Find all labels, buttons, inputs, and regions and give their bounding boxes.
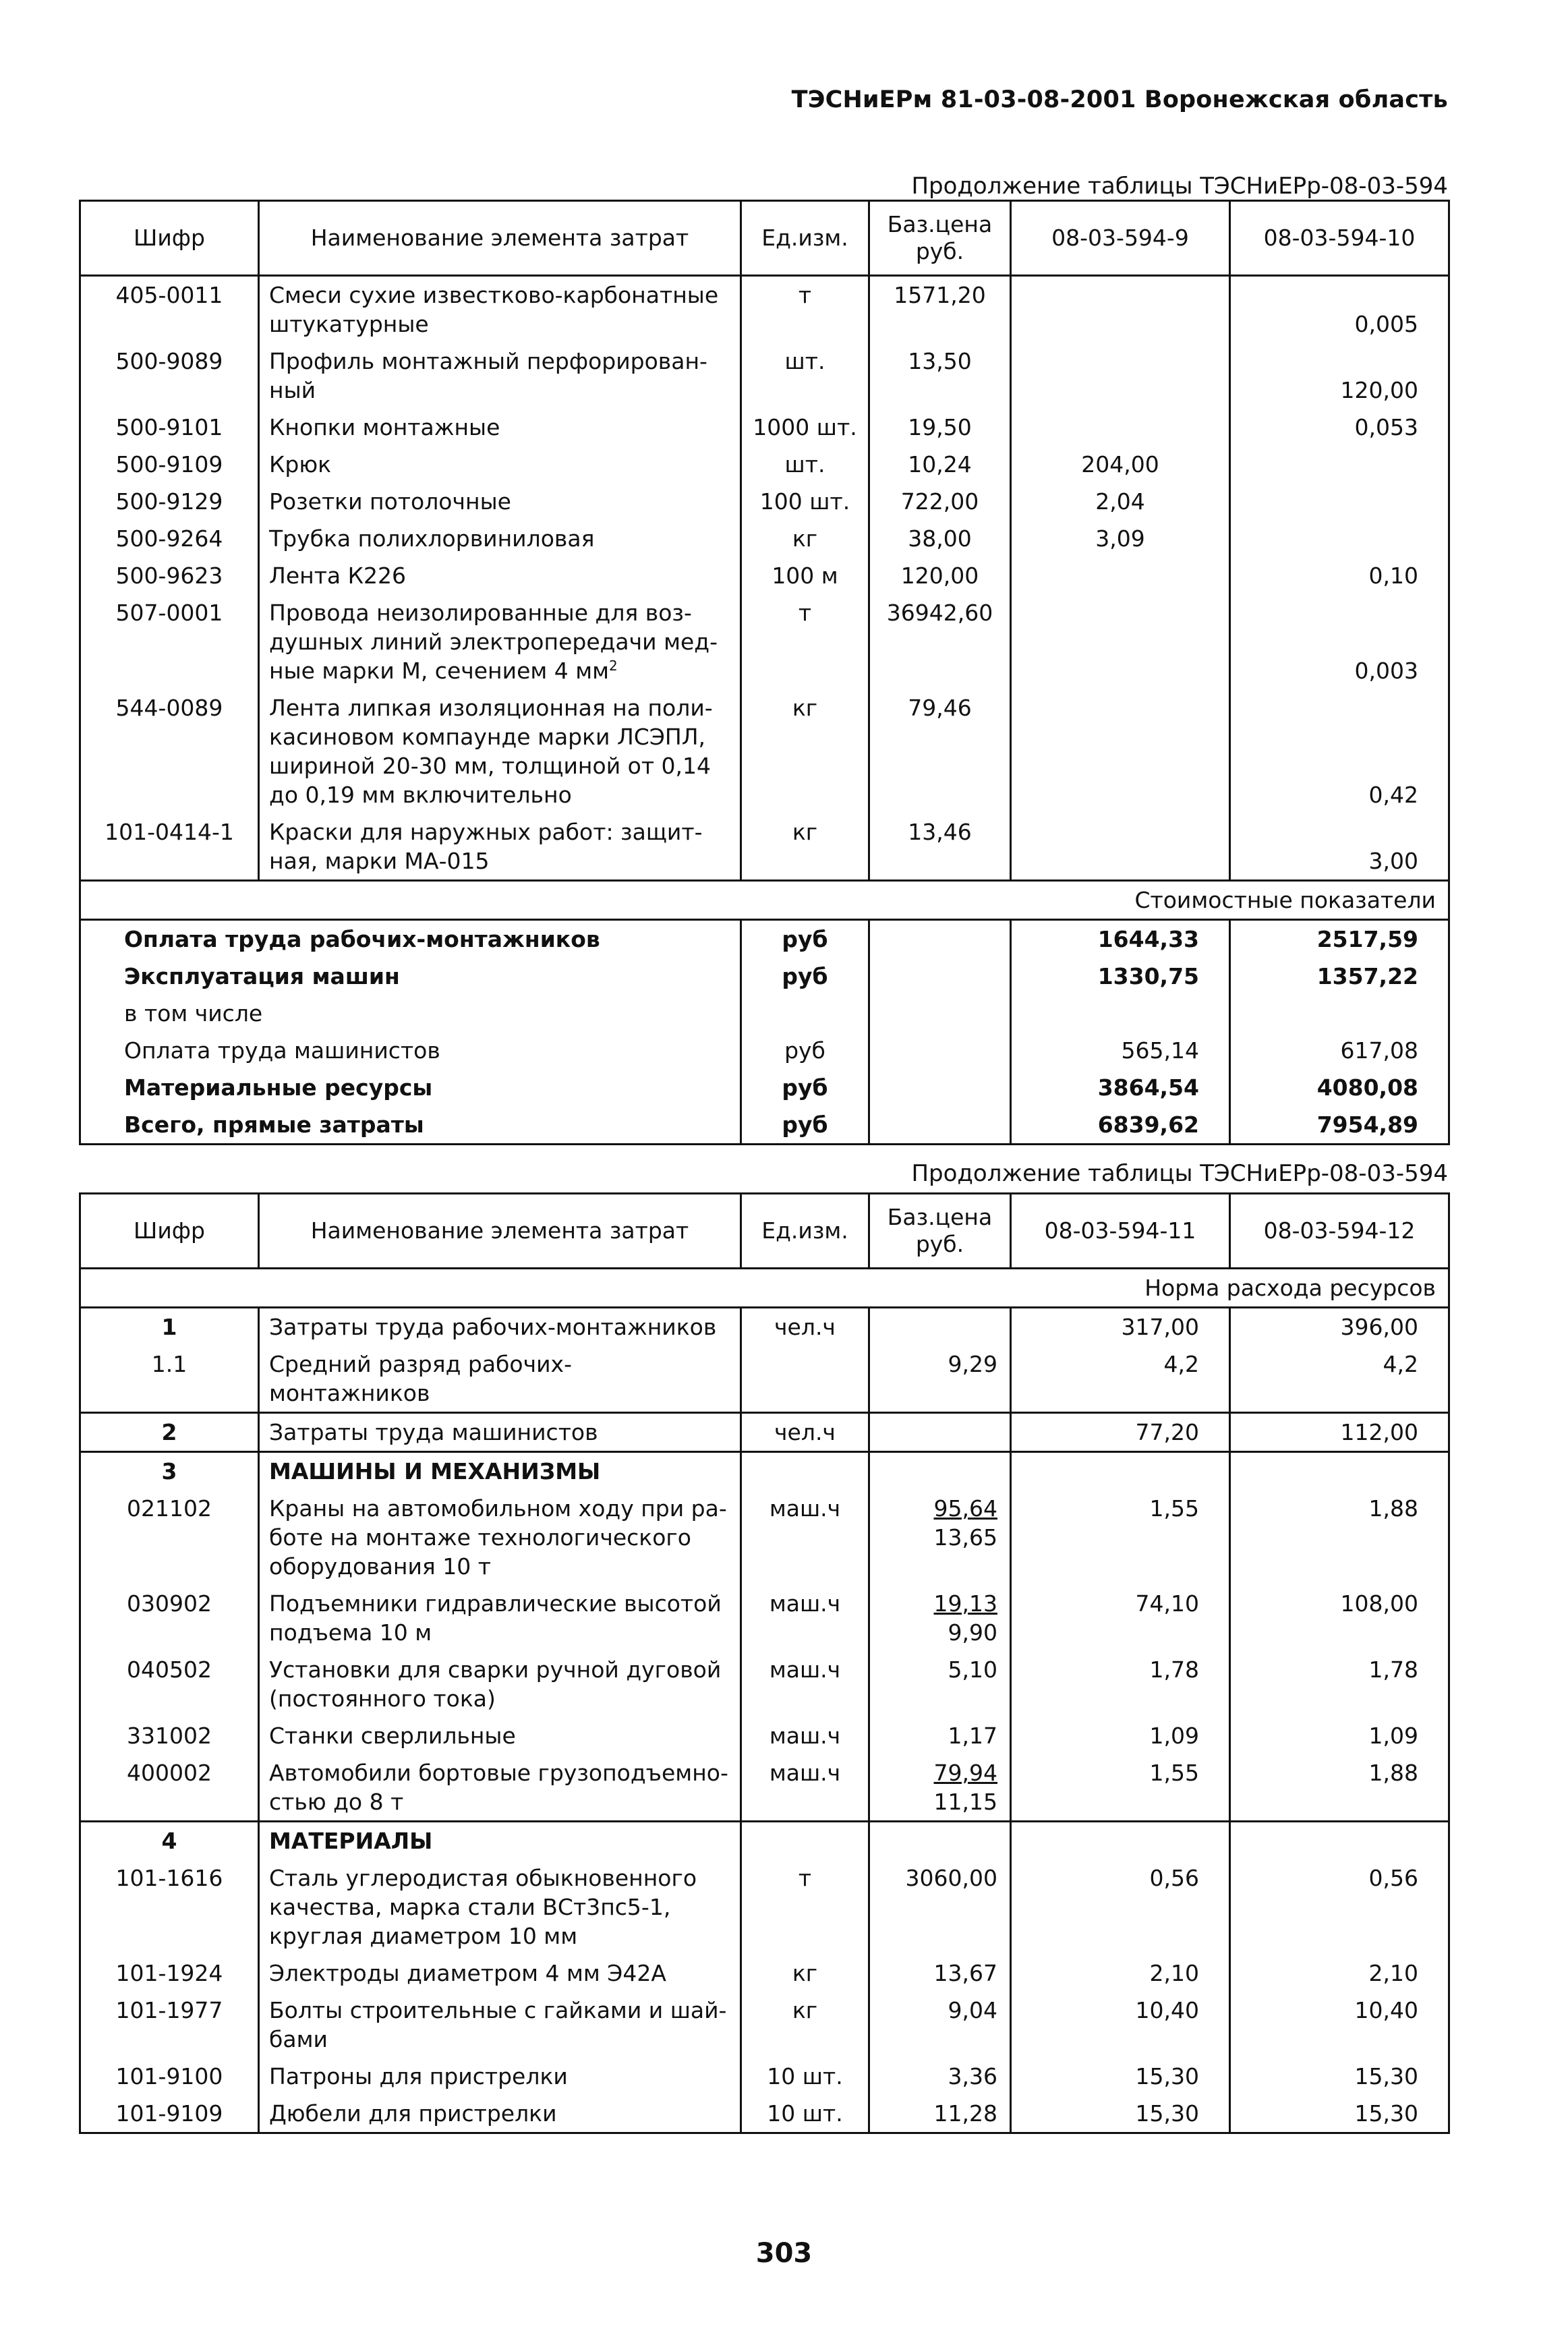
col-name-header: Наименование элемента затрат <box>259 1194 741 1269</box>
base-price-value: 3,36 <box>948 2063 997 2089</box>
resource-code: 331002 <box>80 1717 259 1754</box>
cost-row <box>80 995 1449 1032</box>
table-row <box>80 1413 1449 1452</box>
resource-name-text: Трубка полихлорвиниловая <box>269 525 595 552</box>
base-price <box>869 1651 1011 1717</box>
col-unit-header: Ед.изм. <box>741 201 869 276</box>
value-col-2: 1,88 <box>1368 1495 1418 1522</box>
value-col-2: 0,005 <box>1354 311 1418 337</box>
resource-name-text: Смеси сухие известково-карбонатные штукатурные <box>269 282 719 337</box>
table-row <box>80 1452 1449 1491</box>
base-price <box>869 2058 1011 2095</box>
cost-label: Оплата труда машинистов <box>80 1032 741 1069</box>
page-number: 303 <box>755 2238 813 2269</box>
resource-code: 101-1977 <box>80 1992 259 2058</box>
col-code-header: Шифр <box>80 1194 259 1269</box>
resource-code: 101-1616 <box>80 1859 259 1955</box>
resource-name: Средний разряд рабочих-монтажников <box>259 1346 741 1413</box>
table-row <box>80 409 1449 446</box>
value-col-1: 3,09 <box>1011 520 1230 557</box>
resource-name <box>259 343 741 409</box>
base-price-value: 19,13 <box>933 1590 997 1617</box>
col-price-header: Баз.цена руб. <box>869 1194 1011 1269</box>
table-row <box>80 1651 1449 1717</box>
value-col-2 <box>1230 446 1449 483</box>
base-price-value: 11,28 <box>933 2100 997 2127</box>
value-col-2: 15,30 <box>1354 2100 1418 2127</box>
resource-code: 3 <box>80 1452 259 1491</box>
value-col-1: 1,78 <box>1011 1651 1230 1717</box>
table-row <box>80 483 1449 520</box>
resource-unit: чел.ч <box>741 1413 869 1452</box>
col-v2-header: 08-03-594-12 <box>1230 1194 1449 1269</box>
cost-row <box>80 1106 1449 1145</box>
table-row <box>80 276 1449 343</box>
table-row <box>80 1585 1449 1651</box>
base-price <box>869 1717 1011 1754</box>
base-price <box>869 1585 1011 1651</box>
table-row <box>80 520 1449 557</box>
cost-value-2 <box>1230 995 1449 1032</box>
norma-caption-row <box>80 1269 1449 1308</box>
base-price <box>869 1346 1011 1413</box>
table-row <box>80 2095 1449 2133</box>
table-row <box>80 813 1449 881</box>
base-price-wage-value: 9,90 <box>948 1619 997 1646</box>
table1-caption: Продолжение таблицы ТЭСНиЕРр-08-03-594 <box>911 173 1448 200</box>
resource-unit <box>741 1822 869 1860</box>
resource-name <box>259 446 741 483</box>
table-row <box>80 1346 1449 1413</box>
value-col-1: 74,10 <box>1011 1585 1230 1651</box>
resource-name: Подъемники гидравлические высотой подъема 10 м <box>259 1585 741 1651</box>
cost-row <box>80 958 1449 995</box>
value-col-2: 2,10 <box>1368 1960 1418 1986</box>
base-price <box>869 1452 1011 1491</box>
cost-unit: руб <box>741 1032 869 1069</box>
resource-unit: т <box>741 594 869 689</box>
value-col-1: 317,00 <box>1011 1308 1230 1346</box>
value-col-2: 15,30 <box>1354 2063 1418 2089</box>
value-col-1: 4,2 <box>1011 1346 1230 1413</box>
cost-value-2: 617,08 <box>1340 1037 1418 1064</box>
value-col-2: 0,42 <box>1368 782 1418 808</box>
value-col-1: 2,10 <box>1011 1955 1230 1992</box>
resource-table-2 <box>79 1192 1450 2134</box>
base-price-wage-value: 13,65 <box>933 1524 997 1551</box>
resource-unit: маш.ч <box>741 1754 869 1822</box>
table-row <box>80 1822 1449 1860</box>
value-col-1: 77,20 <box>1011 1413 1230 1452</box>
resource-name <box>259 409 741 446</box>
value-col-1 <box>1011 1452 1230 1491</box>
cost-value-1 <box>1011 995 1230 1032</box>
document-header: ТЭСНиЕРм 81-03-08-2001 Воронежская область <box>791 86 1448 113</box>
resource-code: 507-0001 <box>80 594 259 689</box>
cost-price <box>869 995 1011 1032</box>
base-price: 38,00 <box>869 520 1011 557</box>
base-price-value: 95,64 <box>933 1495 997 1522</box>
cost-label: Материальные ресурсы <box>80 1069 741 1106</box>
base-price: 79,46 <box>869 689 1011 813</box>
table2-header-row <box>80 1194 1449 1269</box>
cost-value-2: 1357,22 <box>1316 963 1418 989</box>
cost-unit: руб <box>741 1106 869 1145</box>
value-col-1 <box>1011 276 1230 343</box>
cost-value-1: 3864,54 <box>1011 1069 1230 1106</box>
resource-name: Электроды диаметром 4 мм Э42А <box>259 1955 741 1992</box>
cost-value-2: 2517,59 <box>1316 926 1418 952</box>
resource-name-text: Кнопки монтажные <box>269 414 500 440</box>
base-price <box>869 1308 1011 1346</box>
resource-name: Автомобили бортовые грузоподъемно-стью до 8 т <box>259 1754 741 1822</box>
cost-value-1: 565,14 <box>1011 1032 1230 1069</box>
base-price-value: 1,17 <box>948 1723 997 1749</box>
resource-code: 500-9109 <box>80 446 259 483</box>
resource-unit: кг <box>741 520 869 557</box>
value-col-2: 1,88 <box>1368 1760 1418 1786</box>
value-col-2: 120,00 <box>1340 377 1418 403</box>
base-price: 722,00 <box>869 483 1011 520</box>
cost-caption: Стоимостные показатели <box>80 881 1449 920</box>
value-col-1: 204,00 <box>1011 446 1230 483</box>
resource-unit: чел.ч <box>741 1308 869 1346</box>
value-col-2: 0,56 <box>1368 1865 1418 1891</box>
cost-label: Всего, прямые затраты <box>80 1106 741 1145</box>
value-col-1 <box>1011 594 1230 689</box>
base-price <box>869 1490 1011 1585</box>
resource-name: Затраты труда машинистов <box>259 1413 741 1452</box>
resource-name: Затраты труда рабочих-монтажников <box>259 1308 741 1346</box>
value-col-1: 2,04 <box>1011 483 1230 520</box>
value-col-1: 15,30 <box>1011 2095 1230 2133</box>
value-col-2 <box>1230 483 1449 520</box>
col-unit-header: Ед.изм. <box>741 1194 869 1269</box>
base-price <box>869 1413 1011 1452</box>
resource-name <box>259 557 741 594</box>
resource-code: 544-0089 <box>80 689 259 813</box>
resource-code: 4 <box>80 1822 259 1860</box>
cost-caption-row <box>80 881 1449 920</box>
cost-price <box>869 1106 1011 1145</box>
table-row <box>80 343 1449 409</box>
table-row <box>80 446 1449 483</box>
value-col-2: 108,00 <box>1340 1590 1418 1617</box>
base-price-value: 79,94 <box>933 1760 997 1786</box>
cost-unit <box>741 995 869 1032</box>
table2-caption: Продолжение таблицы ТЭСНиЕРр-08-03-594 <box>911 1160 1448 1187</box>
value-col-2: 1,78 <box>1368 1656 1418 1683</box>
base-price-value: 13,67 <box>933 1960 997 1986</box>
value-col-1: 1,09 <box>1011 1717 1230 1754</box>
cost-value-2: 7954,89 <box>1316 1112 1418 1138</box>
resource-name: Краны на автомобильном ходу при ра-боте на монтаже технологического оборудования 10 т <box>259 1490 741 1585</box>
resource-unit: 10 шт. <box>741 2058 869 2095</box>
resource-name: Сталь углеродистая обыкновенного качества, марка стали ВСт3пс5-1, круглая диаметром 10 мм <box>259 1859 741 1955</box>
base-price <box>869 1754 1011 1822</box>
resource-unit: шт. <box>741 446 869 483</box>
resource-name-text: Краски для наружных работ: защит-ная, марки МА-015 <box>269 819 703 874</box>
col-name-header: Наименование элемента затрат <box>259 201 741 276</box>
resource-code: 101-0414-1 <box>80 813 259 881</box>
resource-unit: 1000 шт. <box>741 409 869 446</box>
value-col-1 <box>1011 557 1230 594</box>
resource-unit: 100 шт. <box>741 483 869 520</box>
resource-code: 1.1 <box>80 1346 259 1413</box>
resource-name <box>259 276 741 343</box>
cost-row <box>80 1069 1449 1106</box>
resource-unit: кг <box>741 1955 869 1992</box>
col-v1-header: 08-03-594-9 <box>1011 201 1230 276</box>
resource-name-text: Крюк <box>269 451 332 478</box>
resource-name: Установки для сварки ручной дуговой (постоянного тока) <box>259 1651 741 1717</box>
cost-unit: руб <box>741 958 869 995</box>
resource-unit: маш.ч <box>741 1490 869 1585</box>
base-price: 120,00 <box>869 557 1011 594</box>
table-row <box>80 2058 1449 2095</box>
cost-value-1: 1644,33 <box>1011 920 1230 958</box>
resource-unit <box>741 1452 869 1491</box>
resource-code: 500-9101 <box>80 409 259 446</box>
cost-price <box>869 1069 1011 1106</box>
resource-name-text: Профиль монтажный перфорирован-ный <box>269 348 707 403</box>
value-col-2: 396,00 <box>1340 1314 1418 1340</box>
table-row <box>80 1992 1449 2058</box>
resource-name-text: Лента К226 <box>269 562 407 589</box>
resource-code: 1 <box>80 1308 259 1346</box>
resource-name: Дюбели для пристрелки <box>259 2095 741 2133</box>
resource-name <box>259 813 741 881</box>
base-price <box>869 1992 1011 2058</box>
value-col-2 <box>1230 1822 1449 1860</box>
value-col-2 <box>1230 1452 1449 1491</box>
resource-code: 500-9129 <box>80 483 259 520</box>
base-price: 1571,20 <box>869 276 1011 343</box>
resource-unit: т <box>741 1859 869 1955</box>
value-col-2: 1,09 <box>1368 1723 1418 1749</box>
base-price <box>869 2095 1011 2133</box>
value-col-2: 10,40 <box>1354 1997 1418 2023</box>
table-row <box>80 1955 1449 1992</box>
col-code-header: Шифр <box>80 201 259 276</box>
resource-code: 101-9109 <box>80 2095 259 2133</box>
base-price: 10,24 <box>869 446 1011 483</box>
resource-unit: кг <box>741 1992 869 2058</box>
base-price <box>869 1859 1011 1955</box>
resource-code: 500-9264 <box>80 520 259 557</box>
value-col-1: 0,56 <box>1011 1859 1230 1955</box>
cost-value-1: 6839,62 <box>1011 1106 1230 1145</box>
base-price-wage-value: 11,15 <box>933 1789 997 1815</box>
base-price <box>869 1822 1011 1860</box>
base-price: 13,46 <box>869 813 1011 881</box>
base-price: 19,50 <box>869 409 1011 446</box>
cost-row <box>80 920 1449 958</box>
col-price-header: Баз.цена руб. <box>869 201 1011 276</box>
resource-code: 400002 <box>80 1754 259 1822</box>
base-price-value: 9,04 <box>948 1997 997 2023</box>
cost-value-2: 4080,08 <box>1316 1074 1418 1101</box>
resource-unit: маш.ч <box>741 1651 869 1717</box>
resource-name <box>259 520 741 557</box>
resource-code: 030902 <box>80 1585 259 1651</box>
resource-unit: 100 м <box>741 557 869 594</box>
cost-price <box>869 920 1011 958</box>
resource-code: 101-9100 <box>80 2058 259 2095</box>
resource-name-text: Провода неизолированные для воз-душных линий электропередачи мед-ные марки М, сечением 4 мм <box>269 600 718 684</box>
cost-unit: руб <box>741 1069 869 1106</box>
base-price <box>869 1955 1011 1992</box>
table-row <box>80 1308 1449 1346</box>
cost-unit: руб <box>741 920 869 958</box>
value-col-1: 10,40 <box>1011 1992 1230 2058</box>
cost-label: в том числе <box>80 995 741 1032</box>
table1-header-row <box>80 201 1449 276</box>
base-price-value: 9,29 <box>948 1351 997 1377</box>
value-col-2: 0,10 <box>1368 562 1418 589</box>
table-row <box>80 594 1449 689</box>
resource-unit: шт. <box>741 343 869 409</box>
resource-name <box>259 594 741 689</box>
resource-name-text: Лента липкая изоляционная на поли-касиновом компаунде марки ЛСЭПЛ, шириной 20-30 мм, толщиной от 0,14 до 0,19 мм включительно <box>269 695 713 808</box>
table-row <box>80 1859 1449 1955</box>
value-col-1 <box>1011 409 1230 446</box>
resource-name: Патроны для пристрелки <box>259 2058 741 2095</box>
base-price: 36942,60 <box>869 594 1011 689</box>
resource-unit: маш.ч <box>741 1717 869 1754</box>
table-row <box>80 1490 1449 1585</box>
resource-code: 021102 <box>80 1490 259 1585</box>
table-row <box>80 689 1449 813</box>
resource-table-1 <box>79 200 1450 1145</box>
table-row <box>80 557 1449 594</box>
resource-name: Болты строительные с гайками и шай-бами <box>259 1992 741 2058</box>
base-price-value: 3060,00 <box>905 1865 997 1891</box>
resource-name: Станки сверлильные <box>259 1717 741 1754</box>
resource-unit: маш.ч <box>741 1585 869 1651</box>
value-col-1 <box>1011 689 1230 813</box>
value-col-2: 0,003 <box>1354 658 1418 684</box>
value-col-2 <box>1230 520 1449 557</box>
resource-name: МАТЕРИАЛЫ <box>259 1822 741 1860</box>
resource-unit: т <box>741 276 869 343</box>
value-col-1 <box>1011 813 1230 881</box>
resource-name: МАШИНЫ И МЕХАНИЗМЫ <box>259 1452 741 1491</box>
col-v1-header: 08-03-594-11 <box>1011 1194 1230 1269</box>
resource-code: 500-9089 <box>80 343 259 409</box>
col-v2-header: 08-03-594-10 <box>1230 201 1449 276</box>
resource-code: 500-9623 <box>80 557 259 594</box>
value-col-1 <box>1011 343 1230 409</box>
resource-code: 405-0011 <box>80 276 259 343</box>
base-price-value: 5,10 <box>948 1656 997 1683</box>
cost-price <box>869 1032 1011 1069</box>
value-col-1: 1,55 <box>1011 1490 1230 1585</box>
resource-name-text: Розетки потолочные <box>269 488 511 515</box>
resource-code: 101-1924 <box>80 1955 259 1992</box>
value-col-2: 112,00 <box>1230 1413 1449 1452</box>
table-row <box>80 1717 1449 1754</box>
value-col-2: 0,053 <box>1354 414 1418 440</box>
resource-code: 2 <box>80 1413 259 1452</box>
superscript: 2 <box>609 658 618 674</box>
resource-name <box>259 483 741 520</box>
cost-row <box>80 1032 1449 1069</box>
resource-unit: кг <box>741 813 869 881</box>
cost-value-1: 1330,75 <box>1011 958 1230 995</box>
norma-caption: Норма расхода ресурсов <box>80 1269 1449 1308</box>
value-col-1: 1,55 <box>1011 1754 1230 1822</box>
resource-unit: 10 шт. <box>741 2095 869 2133</box>
cost-label: Оплата труда рабочих-монтажников <box>80 920 741 958</box>
table-row <box>80 1754 1449 1822</box>
resource-name <box>259 689 741 813</box>
cost-label: Эксплуатация машин <box>80 958 741 995</box>
value-col-1: 15,30 <box>1011 2058 1230 2095</box>
resource-unit: кг <box>741 689 869 813</box>
resource-code: 040502 <box>80 1651 259 1717</box>
cost-price <box>869 958 1011 995</box>
base-price: 13,50 <box>869 343 1011 409</box>
resource-unit <box>741 1346 869 1413</box>
value-col-2: 4,2 <box>1383 1351 1418 1377</box>
value-col-2: 3,00 <box>1230 813 1449 881</box>
value-col-1 <box>1011 1822 1230 1860</box>
